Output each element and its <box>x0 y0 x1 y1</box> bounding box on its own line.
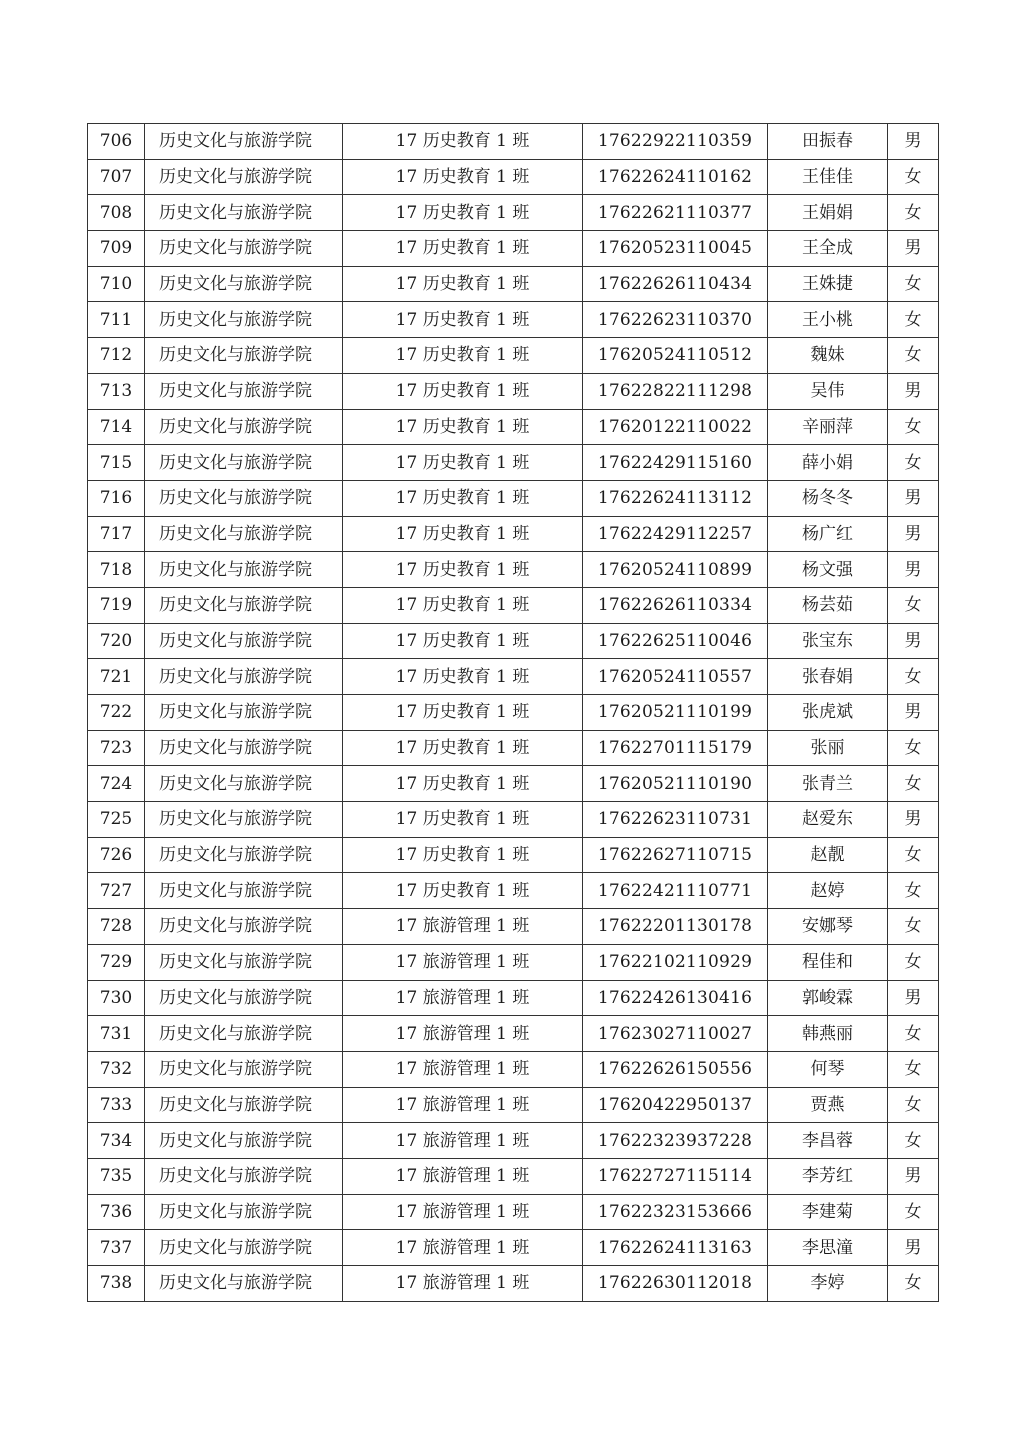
table-row <box>88 1158 939 1194</box>
gender-cell: 女 <box>888 302 939 338</box>
student-name-cell: 田振春 <box>768 124 888 160</box>
class-cell: 17 历史教育 1 班 <box>343 766 583 802</box>
student-name-cell: 韩燕丽 <box>768 1016 888 1052</box>
college-cell: 历史文化与旅游学院 <box>145 766 343 802</box>
gender-cell: 女 <box>888 659 939 695</box>
student-name-cell: 王小桃 <box>768 302 888 338</box>
table-row <box>88 159 939 195</box>
college-cell: 历史文化与旅游学院 <box>145 980 343 1016</box>
student-id-cell: 17622426130416 <box>583 980 768 1016</box>
student-id-cell: 17622102110929 <box>583 944 768 980</box>
row-number-cell: 718 <box>88 552 145 588</box>
college-cell: 历史文化与旅游学院 <box>145 730 343 766</box>
table-row <box>88 1230 939 1266</box>
table-row <box>88 124 939 160</box>
college-cell: 历史文化与旅游学院 <box>145 480 343 516</box>
class-cell: 17 旅游管理 1 班 <box>343 909 583 945</box>
row-number-cell: 725 <box>88 802 145 838</box>
table-row <box>88 837 939 873</box>
gender-cell: 女 <box>888 587 939 623</box>
college-cell: 历史文化与旅游学院 <box>145 338 343 374</box>
row-number-cell: 730 <box>88 980 145 1016</box>
student-id-cell: 17622624113163 <box>583 1230 768 1266</box>
student-id-cell: 17620523110045 <box>583 231 768 267</box>
row-number-cell: 723 <box>88 730 145 766</box>
student-name-cell: 郭峻霖 <box>768 980 888 1016</box>
student-name-cell: 王佳佳 <box>768 159 888 195</box>
student-name-cell: 赵靓 <box>768 837 888 873</box>
table-row <box>88 1194 939 1230</box>
class-cell: 17 历史教育 1 班 <box>343 730 583 766</box>
gender-cell: 女 <box>888 944 939 980</box>
gender-cell: 男 <box>888 552 939 588</box>
student-name-cell: 安娜琴 <box>768 909 888 945</box>
class-cell: 17 旅游管理 1 班 <box>343 1016 583 1052</box>
student-name-cell: 魏妹 <box>768 338 888 374</box>
table-row <box>88 195 939 231</box>
table-row <box>88 1123 939 1159</box>
college-cell: 历史文化与旅游学院 <box>145 195 343 231</box>
student-name-cell: 杨冬冬 <box>768 480 888 516</box>
row-number-cell: 715 <box>88 445 145 481</box>
class-cell: 17 旅游管理 1 班 <box>343 1123 583 1159</box>
gender-cell: 男 <box>888 695 939 731</box>
student-name-cell: 李芳红 <box>768 1158 888 1194</box>
class-cell: 17 历史教育 1 班 <box>343 373 583 409</box>
row-number-cell: 728 <box>88 909 145 945</box>
class-cell: 17 历史教育 1 班 <box>343 409 583 445</box>
gender-cell: 男 <box>888 516 939 552</box>
table-row <box>88 873 939 909</box>
student-id-cell: 17622624113112 <box>583 480 768 516</box>
student-id-cell: 17622429112257 <box>583 516 768 552</box>
student-id-cell: 17622429115160 <box>583 445 768 481</box>
student-id-cell: 17622623110370 <box>583 302 768 338</box>
college-cell: 历史文化与旅游学院 <box>145 659 343 695</box>
gender-cell: 女 <box>888 159 939 195</box>
class-cell: 17 历史教育 1 班 <box>343 195 583 231</box>
student-id-cell: 17622323937228 <box>583 1123 768 1159</box>
college-cell: 历史文化与旅游学院 <box>145 695 343 731</box>
gender-cell: 女 <box>888 730 939 766</box>
gender-cell: 女 <box>888 409 939 445</box>
student-id-cell: 17622421110771 <box>583 873 768 909</box>
student-name-cell: 王全成 <box>768 231 888 267</box>
row-number-cell: 706 <box>88 124 145 160</box>
student-name-cell: 王姝捷 <box>768 266 888 302</box>
college-cell: 历史文化与旅游学院 <box>145 802 343 838</box>
class-cell: 17 旅游管理 1 班 <box>343 1158 583 1194</box>
row-number-cell: 736 <box>88 1194 145 1230</box>
college-cell: 历史文化与旅游学院 <box>145 1016 343 1052</box>
college-cell: 历史文化与旅游学院 <box>145 873 343 909</box>
student-name-cell: 张虎斌 <box>768 695 888 731</box>
college-cell: 历史文化与旅游学院 <box>145 159 343 195</box>
row-number-cell: 720 <box>88 623 145 659</box>
table-row <box>88 516 939 552</box>
student-id-cell: 17622626110434 <box>583 266 768 302</box>
student-id-cell: 17620521110199 <box>583 695 768 731</box>
table-row <box>88 552 939 588</box>
student-name-cell: 杨芸茹 <box>768 587 888 623</box>
class-cell: 17 旅游管理 1 班 <box>343 1230 583 1266</box>
gender-cell: 男 <box>888 1230 939 1266</box>
table-row <box>88 802 939 838</box>
college-cell: 历史文化与旅游学院 <box>145 1266 343 1302</box>
gender-cell: 女 <box>888 1194 939 1230</box>
gender-cell: 女 <box>888 909 939 945</box>
class-cell: 17 历史教育 1 班 <box>343 695 583 731</box>
student-id-cell: 17623027110027 <box>583 1016 768 1052</box>
gender-cell: 女 <box>888 766 939 802</box>
student-name-cell: 张青兰 <box>768 766 888 802</box>
class-cell: 17 历史教育 1 班 <box>343 659 583 695</box>
table-row <box>88 944 939 980</box>
table-row <box>88 480 939 516</box>
gender-cell: 女 <box>888 1051 939 1087</box>
table-row <box>88 695 939 731</box>
gender-cell: 男 <box>888 623 939 659</box>
student-name-cell: 赵爱东 <box>768 802 888 838</box>
row-number-cell: 729 <box>88 944 145 980</box>
table-row <box>88 1016 939 1052</box>
student-name-cell: 李思潼 <box>768 1230 888 1266</box>
college-cell: 历史文化与旅游学院 <box>145 837 343 873</box>
table-row <box>88 445 939 481</box>
gender-cell: 女 <box>888 837 939 873</box>
student-name-cell: 张宝东 <box>768 623 888 659</box>
row-number-cell: 719 <box>88 587 145 623</box>
college-cell: 历史文化与旅游学院 <box>145 445 343 481</box>
student-id-cell: 17622625110046 <box>583 623 768 659</box>
class-cell: 17 历史教育 1 班 <box>343 124 583 160</box>
college-cell: 历史文化与旅游学院 <box>145 1230 343 1266</box>
college-cell: 历史文化与旅游学院 <box>145 302 343 338</box>
college-cell: 历史文化与旅游学院 <box>145 373 343 409</box>
student-id-cell: 17622626110334 <box>583 587 768 623</box>
table-row <box>88 1266 939 1302</box>
gender-cell: 男 <box>888 1158 939 1194</box>
class-cell: 17 历史教育 1 班 <box>343 802 583 838</box>
row-number-cell: 722 <box>88 695 145 731</box>
class-cell: 17 历史教育 1 班 <box>343 552 583 588</box>
student-name-cell: 张丽 <box>768 730 888 766</box>
gender-cell: 女 <box>888 266 939 302</box>
student-id-cell: 17622822111298 <box>583 373 768 409</box>
student-id-cell: 17622627110715 <box>583 837 768 873</box>
class-cell: 17 历史教育 1 班 <box>343 480 583 516</box>
college-cell: 历史文化与旅游学院 <box>145 1158 343 1194</box>
gender-cell: 女 <box>888 1266 939 1302</box>
student-name-cell: 王娟娟 <box>768 195 888 231</box>
student-name-cell: 杨广红 <box>768 516 888 552</box>
college-cell: 历史文化与旅游学院 <box>145 516 343 552</box>
college-cell: 历史文化与旅游学院 <box>145 231 343 267</box>
table-row <box>88 766 939 802</box>
class-cell: 17 历史教育 1 班 <box>343 837 583 873</box>
college-cell: 历史文化与旅游学院 <box>145 1123 343 1159</box>
student-name-cell: 吴伟 <box>768 373 888 409</box>
row-number-cell: 710 <box>88 266 145 302</box>
gender-cell: 男 <box>888 802 939 838</box>
student-id-cell: 17622630112018 <box>583 1266 768 1302</box>
student-name-cell: 杨文强 <box>768 552 888 588</box>
student-name-cell: 何琴 <box>768 1051 888 1087</box>
student-name-cell: 李昌蓉 <box>768 1123 888 1159</box>
gender-cell: 男 <box>888 124 939 160</box>
class-cell: 17 旅游管理 1 班 <box>343 1051 583 1087</box>
student-id-cell: 17620521110190 <box>583 766 768 802</box>
student-name-cell: 程佳和 <box>768 944 888 980</box>
student-name-cell: 薛小娟 <box>768 445 888 481</box>
row-number-cell: 735 <box>88 1158 145 1194</box>
student-name-cell: 辛丽萍 <box>768 409 888 445</box>
college-cell: 历史文化与旅游学院 <box>145 409 343 445</box>
table-row <box>88 266 939 302</box>
college-cell: 历史文化与旅游学院 <box>145 623 343 659</box>
student-id-cell: 17620524110512 <box>583 338 768 374</box>
student-id-cell: 17622922110359 <box>583 124 768 160</box>
college-cell: 历史文化与旅游学院 <box>145 266 343 302</box>
college-cell: 历史文化与旅游学院 <box>145 944 343 980</box>
row-number-cell: 714 <box>88 409 145 445</box>
college-cell: 历史文化与旅游学院 <box>145 124 343 160</box>
class-cell: 17 旅游管理 1 班 <box>343 944 583 980</box>
student-id-cell: 17620524110899 <box>583 552 768 588</box>
table-row <box>88 338 939 374</box>
row-number-cell: 737 <box>88 1230 145 1266</box>
class-cell: 17 历史教育 1 班 <box>343 445 583 481</box>
student-id-cell: 17622201130178 <box>583 909 768 945</box>
row-number-cell: 712 <box>88 338 145 374</box>
table-row <box>88 980 939 1016</box>
gender-cell: 男 <box>888 373 939 409</box>
student-id-cell: 17622323153666 <box>583 1194 768 1230</box>
row-number-cell: 727 <box>88 873 145 909</box>
class-cell: 17 历史教育 1 班 <box>343 159 583 195</box>
row-number-cell: 717 <box>88 516 145 552</box>
class-cell: 17 历史教育 1 班 <box>343 587 583 623</box>
student-id-cell: 17622701115179 <box>583 730 768 766</box>
row-number-cell: 711 <box>88 302 145 338</box>
class-cell: 17 历史教育 1 班 <box>343 623 583 659</box>
row-number-cell: 731 <box>88 1016 145 1052</box>
gender-cell: 女 <box>888 873 939 909</box>
row-number-cell: 734 <box>88 1123 145 1159</box>
class-cell: 17 历史教育 1 班 <box>343 338 583 374</box>
row-number-cell: 738 <box>88 1266 145 1302</box>
table-row <box>88 373 939 409</box>
student-name-cell: 赵婷 <box>768 873 888 909</box>
table-row <box>88 409 939 445</box>
gender-cell: 女 <box>888 445 939 481</box>
row-number-cell: 713 <box>88 373 145 409</box>
class-cell: 17 旅游管理 1 班 <box>343 1266 583 1302</box>
college-cell: 历史文化与旅游学院 <box>145 552 343 588</box>
table-row <box>88 302 939 338</box>
student-roster-table <box>87 123 939 1302</box>
gender-cell: 男 <box>888 231 939 267</box>
gender-cell: 女 <box>888 1087 939 1123</box>
class-cell: 17 旅游管理 1 班 <box>343 1194 583 1230</box>
table-row <box>88 587 939 623</box>
table-row <box>88 231 939 267</box>
row-number-cell: 721 <box>88 659 145 695</box>
gender-cell: 女 <box>888 1123 939 1159</box>
class-cell: 17 旅游管理 1 班 <box>343 980 583 1016</box>
college-cell: 历史文化与旅游学院 <box>145 1194 343 1230</box>
table-row <box>88 623 939 659</box>
college-cell: 历史文化与旅游学院 <box>145 1087 343 1123</box>
student-name-cell: 李婷 <box>768 1266 888 1302</box>
class-cell: 17 历史教育 1 班 <box>343 231 583 267</box>
row-number-cell: 733 <box>88 1087 145 1123</box>
table-row <box>88 1087 939 1123</box>
table-body <box>88 124 939 1302</box>
row-number-cell: 732 <box>88 1051 145 1087</box>
table-row <box>88 1051 939 1087</box>
row-number-cell: 707 <box>88 159 145 195</box>
row-number-cell: 724 <box>88 766 145 802</box>
student-id-cell: 17620122110022 <box>583 409 768 445</box>
college-cell: 历史文化与旅游学院 <box>145 1051 343 1087</box>
student-id-cell: 17620524110557 <box>583 659 768 695</box>
table-row <box>88 909 939 945</box>
student-name-cell: 张春娟 <box>768 659 888 695</box>
student-id-cell: 17622624110162 <box>583 159 768 195</box>
table-row <box>88 659 939 695</box>
class-cell: 17 旅游管理 1 班 <box>343 1087 583 1123</box>
row-number-cell: 716 <box>88 480 145 516</box>
student-id-cell: 17620422950137 <box>583 1087 768 1123</box>
student-name-cell: 贾燕 <box>768 1087 888 1123</box>
row-number-cell: 708 <box>88 195 145 231</box>
student-id-cell: 17622621110377 <box>583 195 768 231</box>
gender-cell: 男 <box>888 980 939 1016</box>
gender-cell: 女 <box>888 195 939 231</box>
class-cell: 17 历史教育 1 班 <box>343 516 583 552</box>
college-cell: 历史文化与旅游学院 <box>145 909 343 945</box>
student-id-cell: 17622623110731 <box>583 802 768 838</box>
class-cell: 17 历史教育 1 班 <box>343 873 583 909</box>
college-cell: 历史文化与旅游学院 <box>145 587 343 623</box>
row-number-cell: 726 <box>88 837 145 873</box>
table-row <box>88 730 939 766</box>
row-number-cell: 709 <box>88 231 145 267</box>
gender-cell: 男 <box>888 480 939 516</box>
student-name-cell: 李建菊 <box>768 1194 888 1230</box>
class-cell: 17 历史教育 1 班 <box>343 302 583 338</box>
gender-cell: 女 <box>888 338 939 374</box>
student-id-cell: 17622626150556 <box>583 1051 768 1087</box>
class-cell: 17 历史教育 1 班 <box>343 266 583 302</box>
student-id-cell: 17622727115114 <box>583 1158 768 1194</box>
gender-cell: 女 <box>888 1016 939 1052</box>
